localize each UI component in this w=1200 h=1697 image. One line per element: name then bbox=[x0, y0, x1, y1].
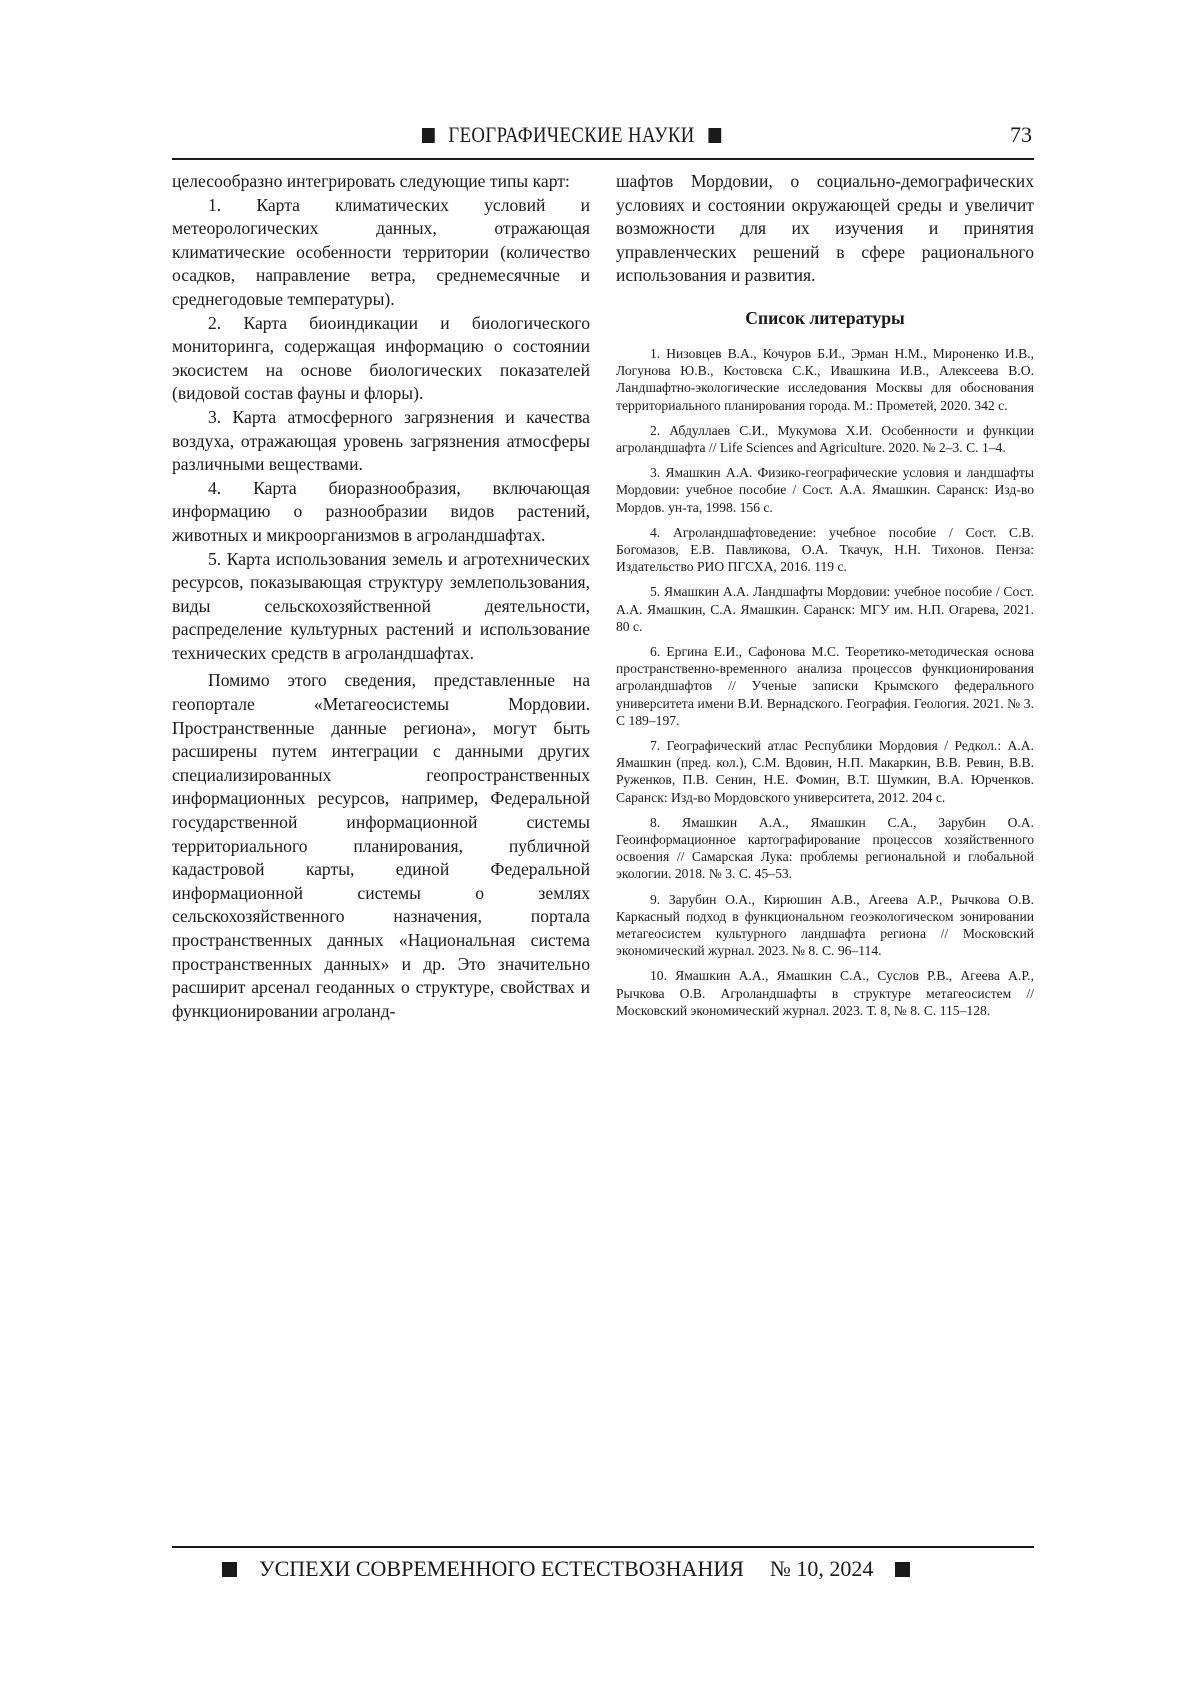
reference-item: 4. Агроландшафтоведение: учебное пособие / Сост. С.В. Богомазов, Е.В. Павликова, О.А. Ткачук, Н.Н. Тихонов. Пенза: Издательство РИО ПГСХА, 2016. 119 с. bbox=[616, 524, 1034, 576]
paragraph-continuation: шафтов Мордовии, о социально-демографических условиях и состоянии окружающей среды и увеличит возможности для их изучения и принятия управленческих решений в сфере рационального использования и развития. bbox=[616, 170, 1034, 288]
square-bullet-icon bbox=[708, 128, 721, 143]
square-bullet-icon bbox=[422, 128, 435, 143]
section-title: ГЕОГРАФИЧЕСКИЕ НАУКИ bbox=[448, 122, 694, 148]
reference-item: 6. Ергина Е.И., Сафонова М.С. Теоретико-методическая основа пространственно-временного анализа процессов функционирования агроландшафтов // Ученые записки Крымского федерального университета имени В.И. Вернадского. География. Геология. 2021. № 3. С 189–197. bbox=[616, 643, 1034, 729]
header-section bbox=[422, 122, 721, 148]
journal-page bbox=[172, 118, 1034, 1598]
reference-item: 5. Ямашкин А.А. Ландшафты Мордовии: учебное пособие / Сост. А.А. Ямашкин, С.А. Ямашкин. Саранск: МГУ им. Н.П. Огарева, 2021. 80 с. bbox=[616, 583, 1034, 635]
paragraph: Помимо этого сведения, представленные на геопортале «Метагеосистемы Мордовии. Пространственные данные региона», могут быть расширены путем интеграции с данными других специализированных геопространственных информационных ресурсов, например, Федеральной государственной информационной системы территориального планирования, публичной кадастровой карты, единой Федеральной информационной системы о землях сельскохозяйственного назначения, портала пространственных данных «Национальная система пространственных данных» и др. Это значительно расширит арсенал геоданных о структуре, свойствах и функционировании агроланд- bbox=[172, 669, 590, 1023]
page-number: 73 bbox=[1010, 122, 1032, 148]
reference-item: 7. Географический атлас Республики Мордовия / Редкол.: А.А. Ямашкин (пред. кол.), С.М. Вдовин, Н.П. Макаркин, В.В. Ревин, В.В. Руженков, П.В. Сенин, Н.Е. Фомин, В.Т. Шумкин, В.А. Юрченков. Саранск: Изд-во Мордовского университета, 2012. 204 с. bbox=[616, 737, 1034, 806]
list-item: 3. Карта атмосферного загрязнения и качества воздуха, отражающая уровень загрязнения атмосферы различными веществами. bbox=[172, 406, 590, 477]
square-bullet-icon bbox=[222, 1562, 237, 1577]
running-header bbox=[172, 118, 1034, 160]
reference-item: 2. Абдуллаев С.И., Мукумова Х.И. Особенности и функции агроландшафта // Life Sciences and Agriculture. 2020. № 2–3. С. 1–4. bbox=[616, 422, 1034, 456]
list-item: 2. Карта биоиндикации и биологического мониторинга, содержащая информацию о состоянии экосистем на основе биологических показателей (видовой состав фауны и флоры). bbox=[172, 312, 590, 406]
references-heading: Список литературы bbox=[616, 308, 1034, 329]
running-footer bbox=[172, 1546, 1034, 1594]
issue-number: № 10, 2024 bbox=[770, 1556, 874, 1582]
list-item: 1. Карта климатических условий и метеорологических данных, отражающая климатические особенности территории (количество осадков, направление ветра, среднемесячные и среднегодовые температуры). bbox=[172, 194, 590, 312]
footer-content bbox=[222, 1556, 910, 1582]
paragraph: целесообразно интегрировать следующие типы карт: bbox=[172, 170, 590, 194]
reference-item: 9. Зарубин О.А., Кирюшин А.В., Агеева А.Р., Рычкова О.В. Каркасный подход в функциональном геоэкологическом зонировании метагеосистем культурного ландшафта региона // Московский экономический журнал. 2023. № 8. С. 96–114. bbox=[616, 891, 1034, 960]
references-list bbox=[616, 345, 1034, 1019]
list-item: 4. Карта биоразнообразия, включающая информацию о разнообразии видов растений, животных и микроорганизмов в агроландшафтах. bbox=[172, 477, 590, 548]
reference-item: 3. Ямашкин А.А. Физико-географические условия и ландшафты Мордовии: учебное пособие / Сост. А.А. Ямашкин. Саранск: Изд-во Мордов. ун-та, 1998. 156 с. bbox=[616, 464, 1034, 516]
reference-item: 10. Ямашкин А.А., Ямашкин С.А., Суслов Р.В., Агеева А.Р., Рычкова О.В. Агроландшафты в структуре метагеосистем // Московский экономический журнал. 2023. Т. 8, № 8. С. 115–128. bbox=[616, 967, 1034, 1019]
reference-item: 1. Низовцев В.А., Кочуров Б.И., Эрман Н.М., Мироненко И.В., Логунова Ю.В., Костовска С.К., Ивашкина И.В., Алексеева В.О. Ландшафтно-экологические исследования Москвы для обоснования территориального планирования города. М.: Прометей, 2020. 342 с. bbox=[616, 345, 1034, 414]
reference-item: 8. Ямашкин А.А., Ямашкин С.А., Зарубин О.А. Геоинформационное картографирование процессов хозяйственного освоения // Самарская Лука: проблемы региональной и глобальной экологии. 2018. № 3. С. 45–53. bbox=[616, 814, 1034, 883]
list-item: 5. Карта использования земель и агротехнических ресурсов, показывающая структуру землепользования, виды сельскохозяйственной деятельности, распределение культурных растений и использование технических средств в агроландшафтах. bbox=[172, 548, 590, 666]
right-column bbox=[616, 170, 1034, 1027]
left-column bbox=[172, 170, 590, 1023]
square-bullet-icon bbox=[895, 1562, 910, 1577]
journal-title: УСПЕХИ СОВРЕМЕННОГО ЕСТЕСТВОЗНАНИЯ bbox=[259, 1556, 744, 1582]
